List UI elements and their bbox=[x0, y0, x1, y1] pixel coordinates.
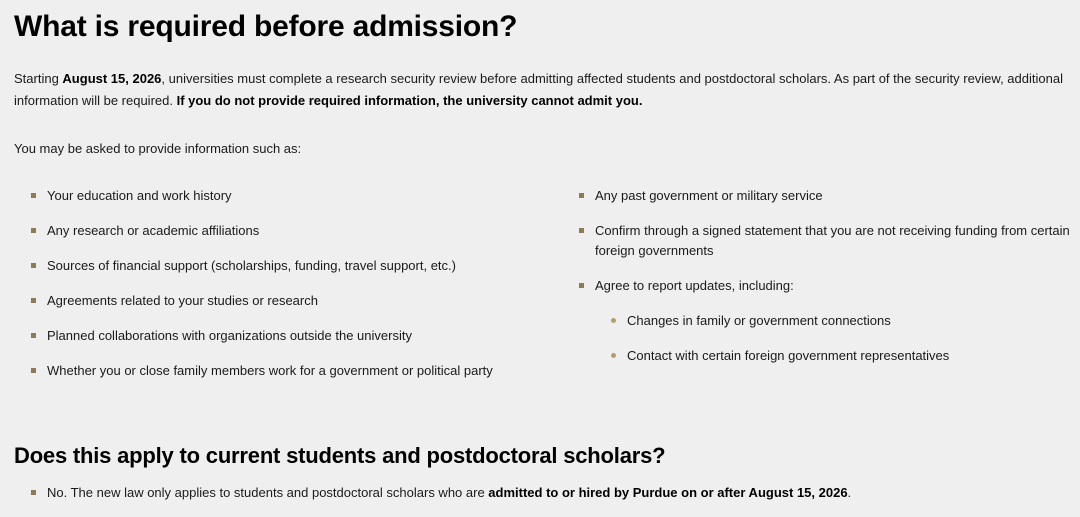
list-item: Any past government or military service bbox=[579, 186, 1074, 206]
sub-list-item: Contact with certain foreign government representatives bbox=[611, 346, 1074, 366]
intro-text-1: Starting bbox=[14, 71, 63, 86]
answer-bold: admitted to or hired by Purdue on or after August 15, 2026 bbox=[488, 485, 848, 500]
list-item: Your education and work history bbox=[31, 186, 551, 206]
page-heading: What is required before admission? bbox=[14, 10, 518, 43]
intro-paragraph bbox=[14, 68, 1069, 112]
intro-warning: If you do not provide required information, the university cannot admit you. bbox=[176, 93, 643, 108]
intro-date: August 15, 2026 bbox=[62, 71, 162, 86]
list-item-label: Agree to report updates, including: bbox=[595, 278, 794, 293]
answer-item bbox=[31, 483, 1071, 503]
sub-list-item: Changes in family or government connections bbox=[611, 311, 1074, 331]
left-info-list bbox=[31, 186, 551, 396]
right-info-list bbox=[579, 186, 1074, 381]
list-item: Sources of financial support (scholarships, funding, travel support, etc.) bbox=[31, 256, 551, 276]
list-item-with-sublist bbox=[579, 276, 1074, 366]
list-item: Confirm through a signed statement that you are not receiving funding from certain foreign governments bbox=[579, 221, 1074, 261]
list-item: Agreements related to your studies or research bbox=[31, 291, 551, 311]
answer-text-2: . bbox=[847, 485, 852, 500]
report-updates-sublist bbox=[595, 311, 1074, 366]
section-heading: Does this apply to current students and postdoctoral scholars? bbox=[14, 443, 666, 468]
answer-list bbox=[31, 483, 1071, 503]
intro-text-2: , universities must complete a research security review before admitting affected students and postdoctoral scholars. As part of the security review, additional information will be required. bbox=[14, 71, 1063, 108]
list-item: Any research or academic affiliations bbox=[31, 221, 551, 241]
list-item: Whether you or close family members work for a government or political party bbox=[31, 361, 551, 381]
ask-paragraph: You may be asked to provide information such as: bbox=[14, 141, 302, 156]
answer-text-1: No. The new law only applies to students and postdoctoral scholars who are bbox=[47, 485, 489, 500]
list-item: Planned collaborations with organizations outside the university bbox=[31, 326, 551, 346]
